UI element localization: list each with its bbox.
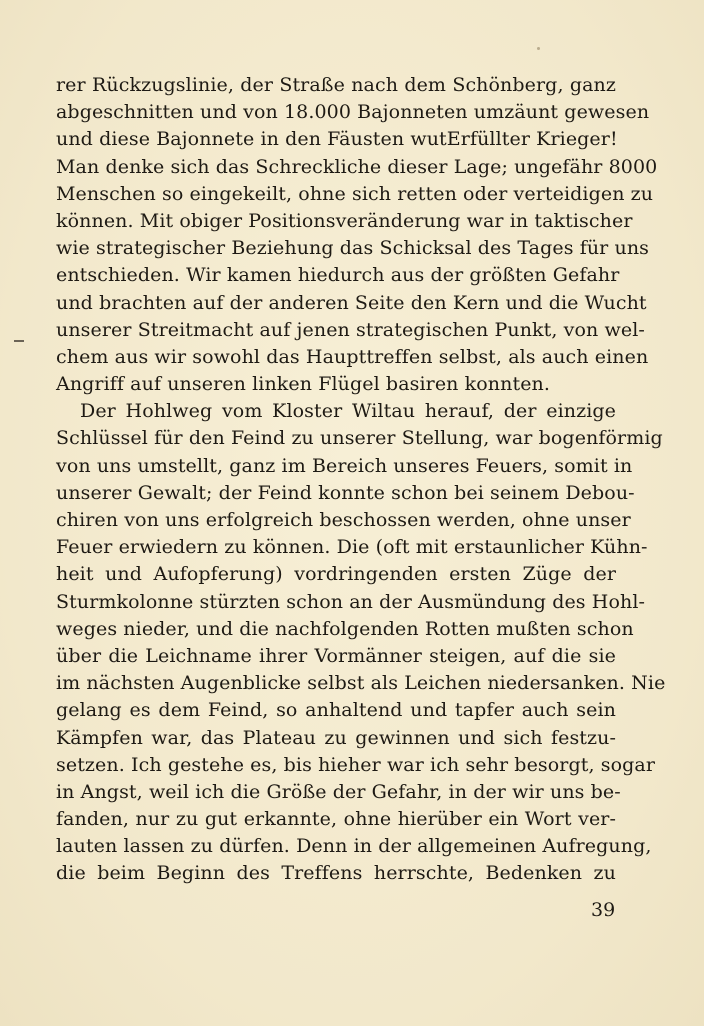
text-line: und brachten auf der anderen Seite den Kern und die Wucht: [56, 291, 647, 314]
text-line: über die Leichname ihrer Vormänner steigen, auf die sie: [56, 644, 616, 667]
text-line: gelang es dem Feind, so anhaltend und tapfer auch sein: [56, 699, 616, 722]
text-line: weges nieder, und die nachfolgenden Rotten mußten schon: [56, 617, 634, 640]
text-line: fanden, nur zu gut erkannte, ohne hierüber ein Wort ver-: [56, 808, 616, 831]
text-line: von uns umstellt, ganz im Bereich unseres Feuers, somit in: [56, 454, 633, 477]
text-line: chem aus wir sowohl das Haupttreffen selbst, als auch einen: [56, 345, 649, 368]
page-number: 39: [591, 899, 616, 921]
text-line: und diese Bajonnete in den Fäusten wutErfüllter Krieger!: [56, 128, 618, 151]
text-line: Schlüssel für den Feind zu unserer Stellung, war bogenförmig: [56, 427, 663, 450]
text-line: chiren von uns erfolgreich beschossen werden, ohne unser: [56, 509, 631, 531]
text-line: Kämpfen war, das Plateau zu gewinnen und sich festzu-: [56, 726, 616, 749]
text-line: in Angst, weil ich die Größe der Gefahr, in der wir uns be-: [56, 780, 621, 803]
text-line: im nächsten Augenblicke selbst als Leichen niedersanken. Nie: [56, 672, 666, 695]
text-line: Angriff auf unseren linken Flügel basiren konnten.: [56, 373, 551, 396]
text-line: Menschen so eingekeilt, ohne sich retten oder verteidigen zu: [56, 182, 654, 205]
text-line: unserer Streitmacht auf jenen strategischen Punkt, von wel-: [56, 318, 645, 341]
text-line: setzen. Ich gestehe es, bis hieher war ich sehr besorgt, sogar: [56, 753, 656, 776]
text-line: lauten lassen zu dürfen. Denn in der allgemeinen Aufregung,: [56, 835, 652, 858]
text-line: wie strategischer Beziehung das Schicksal des Tages für uns: [56, 237, 650, 260]
paragraph-start-line: Der Hohlweg vom Kloster Wiltau herauf, der einzige: [80, 400, 616, 423]
text-line: rer Rückzugslinie, der Straße nach dem Schönberg, ganz: [56, 74, 616, 96]
text-line: können. Mit obiger Positionsveränderung war in taktischer: [56, 209, 633, 232]
text-line: heit und Aufopferung) vordringenden ersten Züge der: [56, 563, 616, 586]
paper-speck: [537, 47, 540, 50]
text-line: entschieden. Wir kamen hiedurch aus der größten Gefahr: [56, 264, 620, 287]
text-line: unserer Gewalt; der Feind konnte schon bei seinem Debou-: [56, 481, 635, 504]
text-line: Man denke sich das Schreckliche dieser Lage; ungefähr 8000: [56, 155, 658, 178]
body-text: [56, 72, 666, 888]
margin-mark: [14, 340, 24, 342]
text-line: Sturmkolonne stürzten schon an der Ausmündung des Hohl-: [56, 590, 646, 613]
text-line: abgeschnitten und von 18.000 Bajonneten umzäunt gewesen: [56, 101, 650, 124]
text-line: die beim Beginn des Treffens herrschte, Bedenken zu: [56, 862, 616, 885]
text-line: Feuer erwiedern zu können. Die (oft mit erstaunlicher Kühn-: [56, 536, 648, 559]
